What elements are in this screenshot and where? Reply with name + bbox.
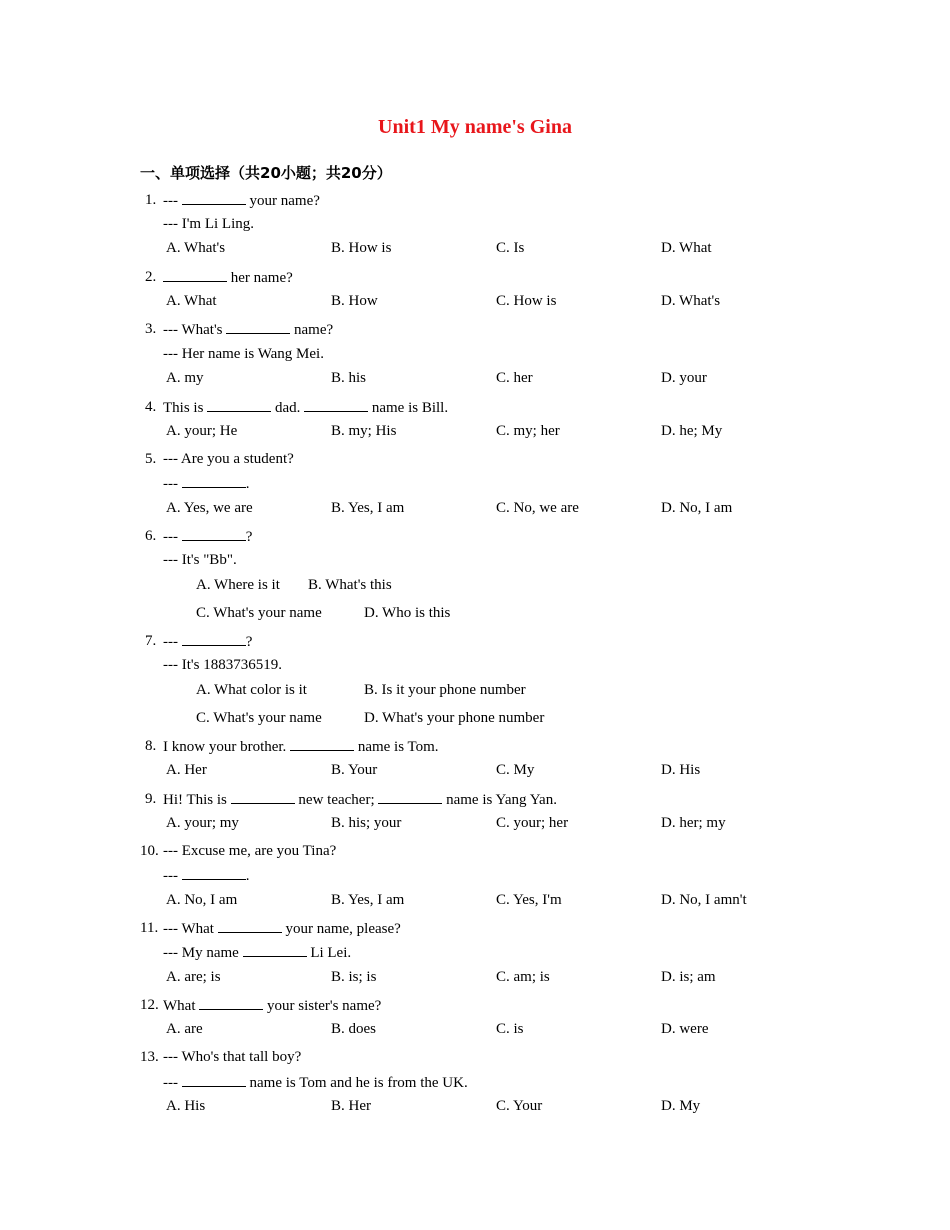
question-number: 10. bbox=[140, 843, 159, 859]
question-text: --- . bbox=[163, 865, 250, 886]
question-number: 9. bbox=[145, 791, 157, 807]
option-d[interactable]: D. My bbox=[661, 1098, 701, 1114]
option-b[interactable]: B. Your bbox=[331, 762, 378, 778]
option-a[interactable]: A. What bbox=[166, 293, 217, 309]
option-a[interactable]: A. are; is bbox=[166, 969, 221, 985]
option-c[interactable]: C. your; her bbox=[496, 815, 569, 831]
question-number: 3. bbox=[145, 321, 157, 337]
option-c[interactable]: C. What's your name bbox=[196, 710, 322, 726]
answer-blank[interactable] bbox=[231, 789, 295, 804]
question-text: --- Who's that tall boy? bbox=[163, 1049, 302, 1065]
option-c[interactable]: C. am; is bbox=[496, 969, 550, 985]
answer-blank[interactable] bbox=[218, 918, 282, 933]
option-c[interactable]: C. What's your name bbox=[196, 605, 322, 621]
option-c[interactable]: C. her bbox=[496, 370, 533, 386]
answer-blank[interactable] bbox=[182, 631, 246, 646]
question-text: --- What your name, please? bbox=[163, 918, 401, 939]
option-c[interactable]: C. Yes, I'm bbox=[496, 892, 562, 908]
answer-blank[interactable] bbox=[182, 190, 246, 205]
answer-blank[interactable] bbox=[243, 942, 307, 957]
option-a[interactable]: A. my bbox=[166, 370, 204, 386]
option-b[interactable]: B. does bbox=[331, 1021, 376, 1037]
question-text: --- Her name is Wang Mei. bbox=[163, 346, 324, 362]
option-d[interactable]: D. Who is this bbox=[364, 605, 451, 621]
option-a[interactable]: A. your; my bbox=[166, 815, 239, 831]
answer-blank[interactable] bbox=[226, 319, 290, 334]
question-text: --- . bbox=[163, 473, 250, 494]
option-a[interactable]: A. What color is it bbox=[196, 682, 307, 698]
answer-blank[interactable] bbox=[182, 473, 246, 488]
option-a[interactable]: A. your; He bbox=[166, 423, 238, 439]
option-d[interactable]: D. her; my bbox=[661, 815, 726, 831]
question-text: --- What's name? bbox=[163, 319, 333, 340]
question-text: --- ? bbox=[163, 631, 252, 652]
question-text: --- Excuse me, are you Tina? bbox=[163, 843, 337, 859]
question-number: 12. bbox=[140, 997, 159, 1013]
option-c[interactable]: C. Your bbox=[496, 1098, 543, 1114]
option-b[interactable]: B. Yes, I am bbox=[331, 500, 405, 516]
option-d[interactable]: D. No, I amn't bbox=[661, 892, 747, 908]
answer-blank[interactable] bbox=[207, 397, 271, 412]
question-text: --- Are you a student? bbox=[163, 451, 294, 467]
answer-blank[interactable] bbox=[378, 789, 442, 804]
option-b[interactable]: B. Yes, I am bbox=[331, 892, 405, 908]
option-b[interactable]: B. his; your bbox=[331, 815, 402, 831]
answer-blank[interactable] bbox=[182, 865, 246, 880]
option-d[interactable]: D. What's bbox=[661, 293, 721, 309]
question-text: --- My name Li Lei. bbox=[163, 942, 351, 963]
option-d[interactable]: D. What's your phone number bbox=[364, 710, 545, 726]
question-number: 13. bbox=[140, 1049, 159, 1065]
option-c[interactable]: C. my; her bbox=[496, 423, 560, 439]
question-text: --- It's 1883736519. bbox=[163, 657, 282, 673]
answer-blank[interactable] bbox=[199, 995, 263, 1010]
option-b[interactable]: B. How bbox=[331, 293, 378, 309]
question-text: --- your name? bbox=[163, 190, 320, 211]
option-a[interactable]: A. What's bbox=[166, 240, 226, 256]
answer-blank[interactable] bbox=[163, 267, 227, 282]
option-b[interactable]: B. my; His bbox=[331, 423, 397, 439]
option-d[interactable]: D. were bbox=[661, 1021, 709, 1037]
question-number: 6. bbox=[145, 528, 157, 544]
option-b[interactable]: B. What's this bbox=[308, 577, 392, 593]
option-b[interactable]: B. his bbox=[331, 370, 367, 386]
answer-blank[interactable] bbox=[182, 526, 246, 541]
option-c[interactable]: C. Is bbox=[496, 240, 525, 256]
option-d[interactable]: D. your bbox=[661, 370, 707, 386]
answer-blank[interactable] bbox=[182, 1072, 246, 1087]
answer-blank[interactable] bbox=[290, 736, 354, 751]
question-text: What your sister's name? bbox=[163, 995, 381, 1016]
option-d[interactable]: D. What bbox=[661, 240, 712, 256]
question-text: --- ? bbox=[163, 526, 252, 547]
option-d[interactable]: D. No, I am bbox=[661, 500, 733, 516]
option-b[interactable]: B. Is it your phone number bbox=[364, 682, 526, 698]
option-d[interactable]: D. is; am bbox=[661, 969, 716, 985]
question-number: 4. bbox=[145, 399, 157, 415]
question-number: 1. bbox=[145, 192, 157, 208]
option-a[interactable]: A. are bbox=[166, 1021, 203, 1037]
option-a[interactable]: A. Her bbox=[166, 762, 207, 778]
question-number: 5. bbox=[145, 451, 157, 467]
option-a[interactable]: A. His bbox=[166, 1098, 206, 1114]
section-heading: 一、单项选择（共20小题；共20分） bbox=[140, 164, 392, 182]
question-number: 11. bbox=[140, 920, 159, 936]
option-a[interactable]: A. No, I am bbox=[166, 892, 238, 908]
option-b[interactable]: B. Her bbox=[331, 1098, 371, 1114]
option-a[interactable]: A. Where is it bbox=[196, 577, 280, 593]
question-text: This is dad. name is Bill. bbox=[163, 397, 448, 418]
question-text: --- name is Tom and he is from the UK. bbox=[163, 1072, 468, 1093]
question-text: her name? bbox=[163, 267, 293, 288]
question-text: --- It's "Bb". bbox=[163, 552, 237, 568]
option-b[interactable]: B. is; is bbox=[331, 969, 377, 985]
option-d[interactable]: D. he; My bbox=[661, 423, 723, 439]
option-c[interactable]: C. is bbox=[496, 1021, 524, 1037]
option-c[interactable]: C. How is bbox=[496, 293, 557, 309]
option-b[interactable]: B. How is bbox=[331, 240, 392, 256]
question-number: 2. bbox=[145, 269, 157, 285]
option-c[interactable]: C. My bbox=[496, 762, 535, 778]
question-text: I know your brother. name is Tom. bbox=[163, 736, 439, 757]
option-a[interactable]: A. Yes, we are bbox=[166, 500, 253, 516]
question-text: Hi! This is new teacher; name is Yang Yan. bbox=[163, 789, 557, 810]
page-title: Unit1 My name's Gina bbox=[378, 116, 572, 138]
question-text: --- I'm Li Ling. bbox=[163, 216, 255, 232]
option-c[interactable]: C. No, we are bbox=[496, 500, 579, 516]
answer-blank[interactable] bbox=[304, 397, 368, 412]
question-number: 7. bbox=[145, 633, 157, 649]
option-d[interactable]: D. His bbox=[661, 762, 701, 778]
question-number: 8. bbox=[145, 738, 157, 754]
